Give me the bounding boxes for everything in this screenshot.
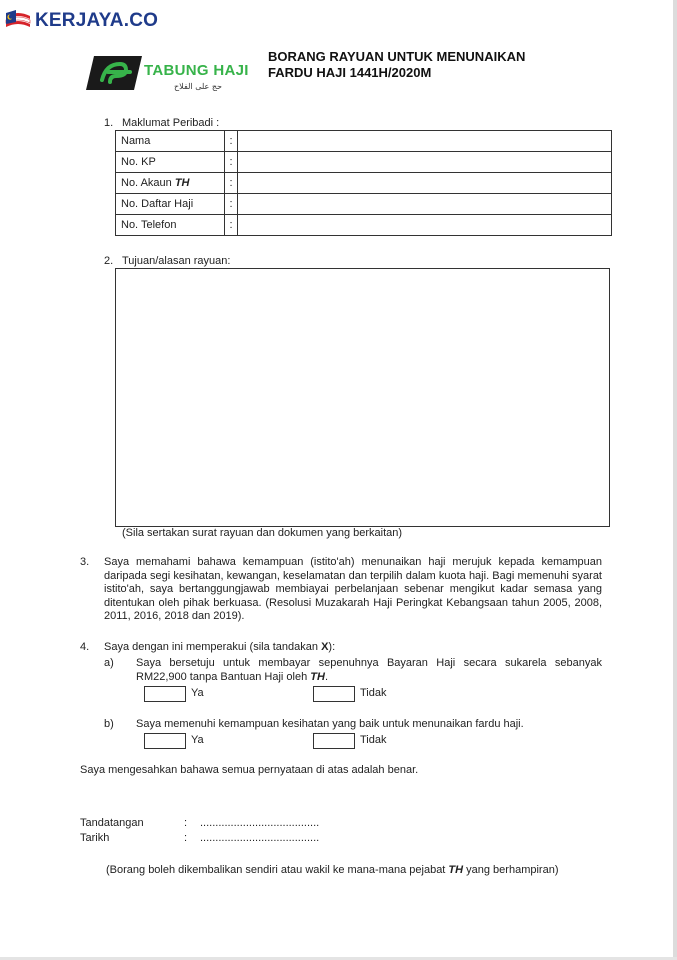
label-no-kp: No. KP: [116, 152, 225, 173]
separator: :: [225, 152, 238, 173]
item-a-no-checkbox[interactable]: [313, 686, 355, 702]
table-row: [116, 215, 612, 236]
label-no-akaun-text: No. Akaun: [121, 177, 175, 189]
label-no-daftar-haji: No. Daftar Haji: [116, 194, 225, 215]
confirmation-statement: Saya mengesahkan bahawa semua pernyataan di atas adalah benar.: [80, 764, 419, 776]
item-b-letter: b): [104, 718, 114, 730]
title-line-2: FARDU HAJI 1441H/2020M: [268, 65, 432, 80]
section1-heading: Maklumat Peribadi :: [122, 117, 220, 129]
field-no-kp[interactable]: [238, 152, 612, 173]
date-label: Tarikh: [80, 832, 110, 844]
date-separator: :: [184, 832, 188, 844]
table-row: [116, 194, 612, 215]
section4-number: 4.: [80, 641, 90, 653]
malaysia-flag-icon: [4, 10, 32, 32]
field-nama[interactable]: [238, 131, 612, 152]
section4-intro: [104, 641, 335, 653]
field-no-telefon[interactable]: [238, 215, 612, 236]
item-a-text-end: .: [324, 670, 329, 683]
signature-label: Tandatangan: [80, 817, 144, 829]
label-no-akaun: [116, 173, 225, 194]
separator: :: [225, 215, 238, 236]
section3-text: Saya memahami bahawa kemampuan (istito'ah) menunaikan haji merujuk kepada kemampuan daripada segi kesihatan, kewangan, keselamatan dan terpilih dalam kuota haji. Bagi memenuhi syarat istito'ah, saya bertanggungjawab membiayai perbelanjaan sebenar mengikut kadar semasa yang ditentukan oleh pihak berkuasa. (Resolusi Muzakarah Haji Peringkat Kebangsaan tahun 2005, 2008, 2011, 2016, 2018 dan 2019).: [104, 556, 602, 623]
item-a-text-main: Saya bersetuju untuk membayar sepenuhnya Bayaran Haji secara sukarela sebanyak RM22,900 tanpa Bantuan Haji oleh: [136, 657, 602, 683]
separator: :: [225, 173, 238, 194]
item-b-no-checkbox[interactable]: [313, 733, 355, 749]
label-no-akaun-th: TH: [174, 177, 190, 189]
item-b-text: Saya memenuhi kemampuan kesihatan yang baik untuk menunaikan fardu haji.: [136, 718, 524, 730]
item-b-no-label: Tidak: [360, 734, 387, 746]
item-a-no-label: Tidak: [360, 687, 387, 699]
section3-number: 3.: [80, 556, 90, 568]
watermark-text: KERJAYA.CO: [35, 10, 159, 31]
item-b-yes-checkbox[interactable]: [144, 733, 186, 749]
item-b-yes-label: Ya: [191, 734, 204, 746]
footer-note: [106, 864, 558, 876]
appeal-reason-box[interactable]: [115, 268, 610, 527]
section2-number: 2.: [104, 255, 114, 267]
date-field[interactable]: .......................................: [200, 832, 320, 844]
section4-intro-end: ):: [328, 641, 336, 653]
personal-info-table: [115, 130, 612, 236]
separator: :: [225, 194, 238, 215]
attachment-note: (Sila sertakan surat rayuan dan dokumen yang berkaitan): [122, 527, 403, 539]
item-a-text: [136, 657, 602, 684]
section4-intro-text: Saya dengan ini memperakui (sila tandakan: [104, 641, 322, 653]
separator: :: [225, 131, 238, 152]
page-edge: [673, 0, 677, 960]
section2-heading: Tujuan/alasan rayuan:: [122, 255, 231, 267]
footer-note-th: TH: [448, 864, 464, 876]
logo-name: TABUNG HAJI: [144, 62, 249, 79]
section4-intro-mark: X: [321, 641, 329, 653]
field-no-akaun[interactable]: [238, 173, 612, 194]
table-row: [116, 152, 612, 173]
label-no-telefon: No. Telefon: [116, 215, 225, 236]
item-a-yes-label: Ya: [191, 687, 204, 699]
signature-separator: :: [184, 817, 188, 829]
footer-note-pre: (Borang boleh dikembalikan sendiri atau wakil ke mana-mana pejabat: [106, 864, 449, 876]
footer-note-post: yang berhampiran): [463, 864, 559, 876]
field-no-daftar-haji[interactable]: [238, 194, 612, 215]
tabung-haji-emblem-icon: [86, 52, 144, 92]
signature-field[interactable]: .......................................: [200, 817, 320, 829]
title-line-1: BORANG RAYUAN UNTUK MENUNAIKAN: [268, 49, 526, 64]
label-nama: Nama: [116, 131, 225, 152]
item-a-letter: a): [104, 657, 114, 669]
item-a-yes-checkbox[interactable]: [144, 686, 186, 702]
logo-tagline: حج على الفلاح: [174, 82, 222, 91]
section1-number: 1.: [104, 117, 114, 129]
item-a-text-th: TH: [310, 670, 325, 683]
tabung-haji-logo: [86, 52, 256, 96]
form-title: [268, 49, 525, 81]
watermark: [4, 10, 158, 32]
table-row: [116, 173, 612, 194]
table-row: [116, 131, 612, 152]
